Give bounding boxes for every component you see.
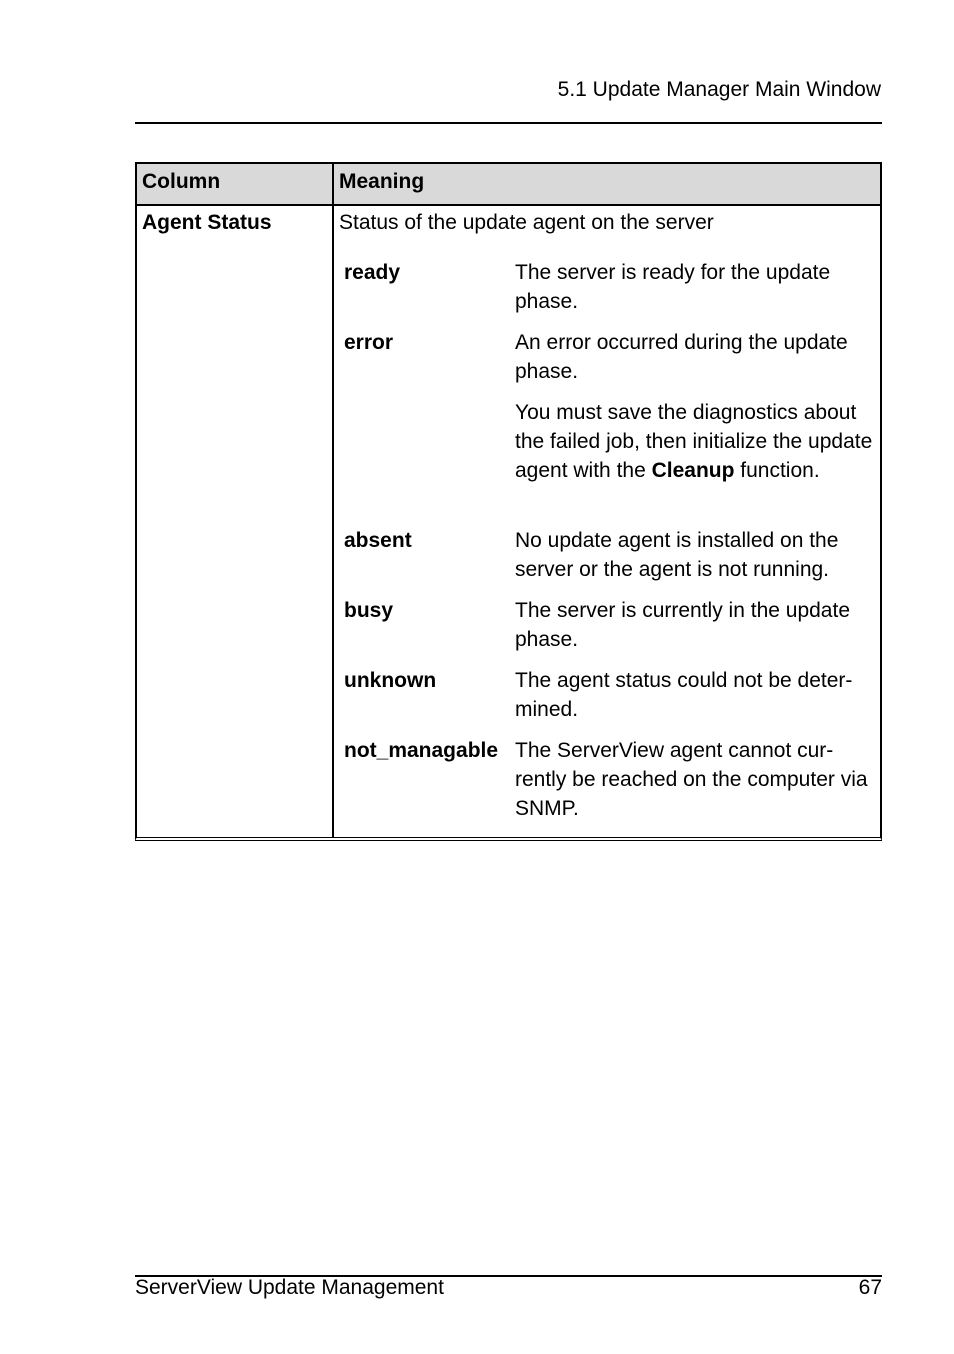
status-term: ready xyxy=(344,261,401,284)
status-term: busy xyxy=(344,599,394,622)
footer-doc-title: ServerView Update Management xyxy=(135,1276,444,1299)
status-term: not_managable xyxy=(344,739,499,762)
header-column: Column xyxy=(142,170,221,193)
column-divider xyxy=(332,164,334,837)
table-header-row xyxy=(137,164,880,206)
cleanup-keyword: Cleanup xyxy=(651,459,735,482)
meaning-table xyxy=(135,162,882,841)
status-desc: No update agent is installed on the server or the agent is not running. xyxy=(515,529,839,581)
status-desc: An error occurred during the update phase. You must save the diagnostics about the failed job, then initialize the update agent with the Cleanup function. xyxy=(515,328,875,497)
row-label-agent-status: Agent Status xyxy=(142,211,272,234)
header-rule xyxy=(135,122,882,124)
error-extra-note: You must save the diagnostics about the failed job, then initialize the update agent with the Cleanup function. xyxy=(515,401,873,482)
status-term: error xyxy=(344,331,394,354)
status-term: absent xyxy=(344,529,412,552)
status-desc: The ServerView agent cannot cur-rently be reached on the computer via SNMP. xyxy=(515,739,868,820)
agent-status-intro: Status of the update agent on the server xyxy=(339,211,714,234)
status-desc: The server is currently in the update phase. xyxy=(515,599,850,651)
status-term: unknown xyxy=(344,669,437,692)
footer-page-number: 67 xyxy=(858,1276,882,1299)
status-desc: The agent status could not be deter-mined. xyxy=(515,669,853,721)
status-desc: The server is ready for the update phase. xyxy=(515,261,831,313)
running-header: 5.1 Update Manager Main Window xyxy=(557,78,881,101)
header-meaning: Meaning xyxy=(339,170,425,193)
